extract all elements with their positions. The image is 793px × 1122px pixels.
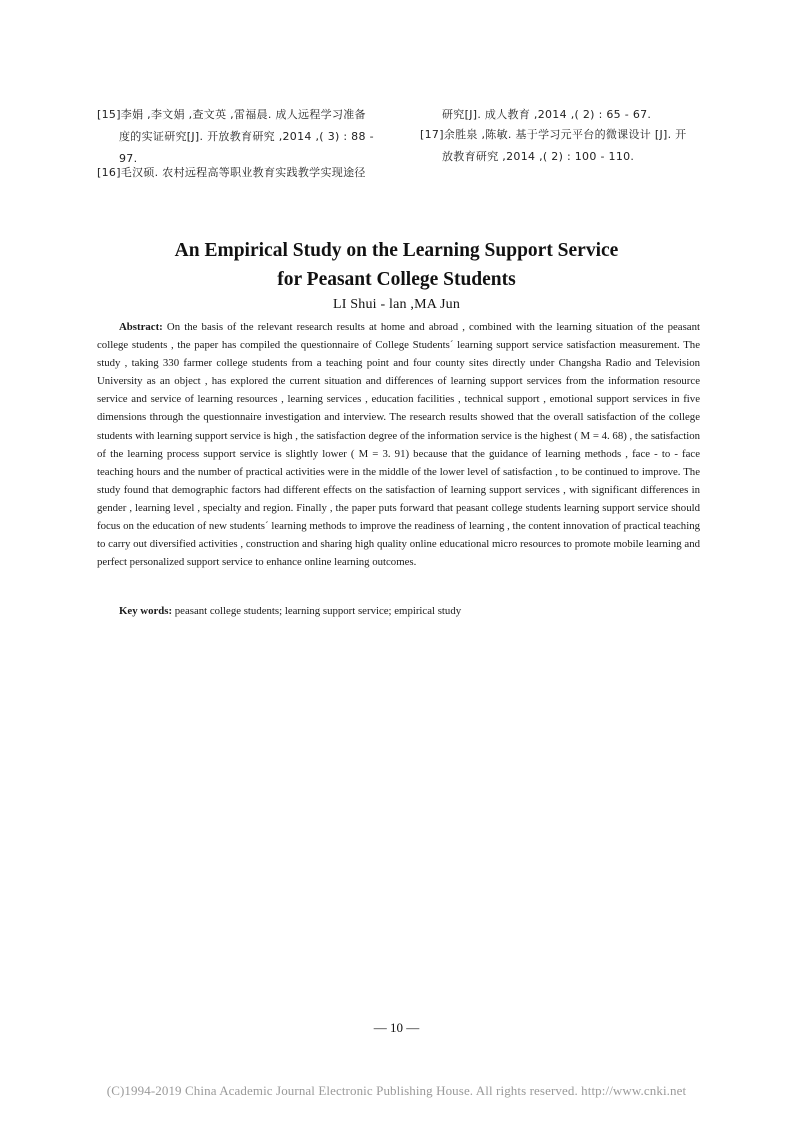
reference-15-line1: [15]李娟 ,李文娟 ,查文英 ,雷福晨. 成人远程学习准备 [97,108,366,121]
reference-16 [97,162,397,184]
abstract-label: Abstract: [119,321,163,333]
abstract-text: On the basis of the relevant research results at home and abroad , combined with the learning situation of the peasant college students , the paper has compiled the questionnaire of College Students´ learning support service satisfaction measurement. The study , taking 330 farmer college students from a teaching point and four county sites directly under Changsha Radio and Television University as an object , has explored the current situation and differences of learning support services from the information resource service and service of learning resources , learning services , education facilities , technical support , emotional support services in five dimensions through the questionnaire investigation and interview. The research results showed that the overall satisfaction of the college students with learning support service is high , the satisfaction degree of the information service is the highest ( M = 4. 68) , the satisfaction of the learning process support service is slightly lower ( M = 3. 91) because that the guidance of learning methods , face - to - face teaching hours and the number of practical activities were in the middle of the lower level of satisfaction , to be continued to improve. The study found that demographic factors had different effects on the satisfaction of learning support services , with significant differences in gender , learning level , specialty and region. Finally , the paper puts forward that peasant college students learning support service should focus on the education of new students´ learning methods to improve the readiness of learning , the content innovation of practical teaching to carry out diversified activities , construction and sharing high quality online educational micro resources to promote mobile learning and perfect personalized support service to enhance online learning outcomes. [97,321,700,569]
paper-title-line1: An Empirical Study on the Learning Support Service [174,240,619,261]
paper-title [0,236,793,294]
paper-title-line2: for Peasant College Students [277,269,516,290]
keywords-line [119,602,699,620]
reference-17-line2: 放教育研究 ,2014 ,( 2) : 100 - 110. [442,150,635,163]
reference-17-line1: [17]余胜泉 ,陈敏. 基于学习元平台的微课设计 [J]. 开 [420,128,687,141]
reference-15-line2: 度的实证研究[J]. 开放教育研究 ,2014 ,( 3) : 88 - [119,130,374,143]
keywords-label: Key words: [119,605,173,617]
reference-15 [97,104,397,170]
paper-authors: LI Shui - lan ,MA Jun [332,297,461,312]
reference-16-line1: [16]毛汉硕. 农村远程高等职业教育实践教学实现途径 [97,166,366,179]
page-number: — 10 — [373,1020,420,1035]
reference-16-continued [420,104,720,126]
reference-15-line3: 97. [119,152,138,165]
copyright-footer: (C)1994-2019 China Academic Journal Electronic Publishing House. All rights reserved. http://www.cnki.net [106,1083,687,1098]
reference-16-line2: 研究[J]. 成人教育 ,2014 ,( 2) : 65 - 67. [442,108,652,121]
keywords-text: peasant college students; learning support service; empirical study [172,605,462,617]
reference-17 [420,124,720,168]
abstract-paragraph [97,318,700,571]
